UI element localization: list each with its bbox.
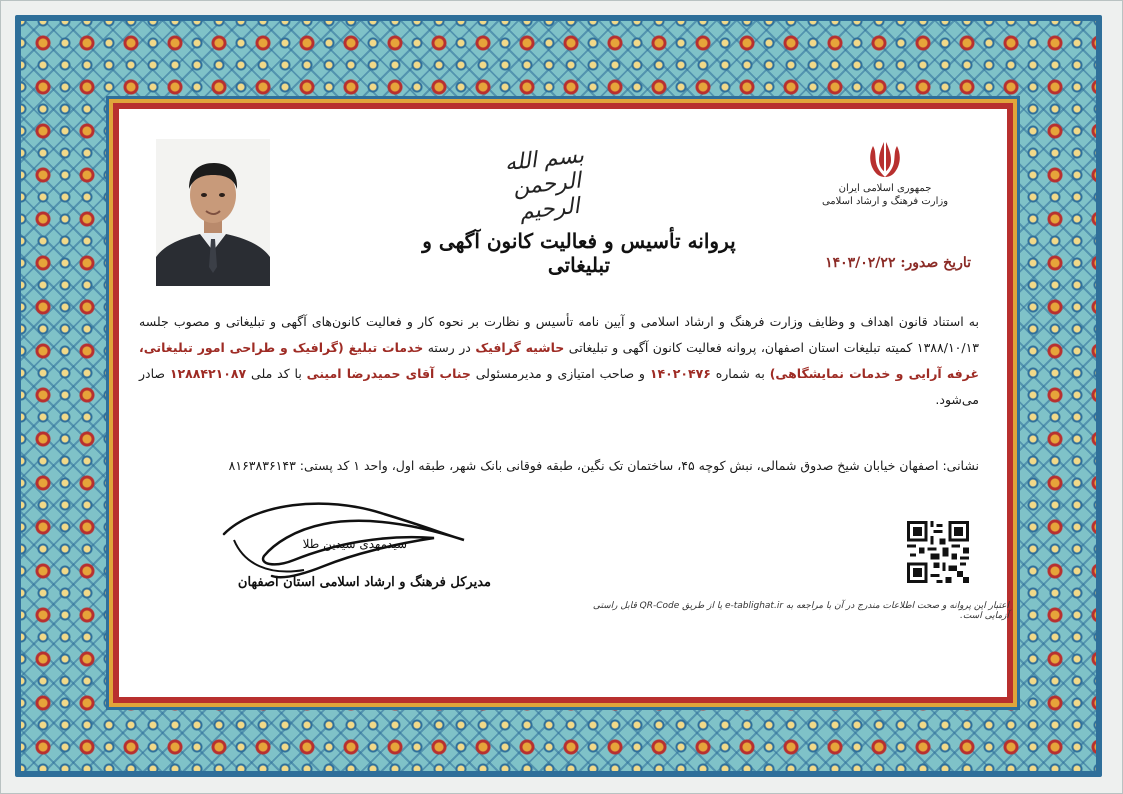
address-block	[139, 453, 979, 479]
signer-role: مدیرکل فرهنگ و ارشاد اسلامی استان اصفهان	[237, 575, 491, 590]
national-code: ۱۲۸۸۴۲۱۰۸۷	[169, 366, 247, 381]
org-line-1: جمهوری اسلامی ایران	[838, 183, 932, 194]
body-text-6: صادر می‌شود.	[139, 366, 979, 407]
body-text-4: و صاحب امتیازی و مدیرمسئولی	[475, 366, 645, 381]
verification-note: اعتبار این پروانه و صحت اطلاعات مندرج در آن با مراجعه به e-tablighat.ir یا از طریق QR-Code قابل راستی آزمایی است.	[592, 601, 1009, 621]
issue-date	[771, 255, 971, 271]
issue-date-value: ۱۴۰۳/۰۲/۲۲	[825, 255, 896, 271]
license-number: ۱۴۰۲۰۴۷۶	[649, 366, 711, 381]
person-photo-icon	[156, 139, 270, 286]
postal-code: ۸۱۶۳۸۳۶۱۴۳	[228, 458, 296, 473]
certificate-paper	[119, 109, 1007, 697]
iran-emblem-icon	[865, 136, 905, 180]
owner-name: جناب آقای حمیدرضا امینی	[306, 366, 471, 381]
certificate-body	[139, 309, 979, 413]
qr-code-icon[interactable]	[907, 521, 969, 583]
signer-name: سیدمهدی سیدین طلا	[302, 537, 407, 551]
ministry-emblem	[820, 136, 950, 207]
agency-name: حاشیه گرافیک	[475, 340, 565, 355]
org-line-2: وزارت فرهنگ و ارشاد اسلامی	[821, 196, 949, 207]
body-text-5: با کد ملی	[251, 366, 302, 381]
body-text-3: به شماره	[715, 366, 765, 381]
basmala-calligraphy: بسم الله الرحمن الرحیم	[503, 143, 586, 225]
license-category: خدمات تبلیغ (گرافیک و طراحی امور تبلیغاتی، غرفه آرایی و خدمات نمایشگاهی)	[139, 340, 979, 381]
issue-date-label: تاریخ صدور:	[900, 255, 971, 271]
body-text-2: در رسته	[427, 340, 471, 355]
certificate-title: پروانه تأسیس و فعالیت کانون آگهی و تبلیغاتی	[422, 229, 736, 277]
address-text: نشانی: اصفهان خیابان شیخ صدوق شمالی، نبش کوچه ۴۵، ساختمان تک نگین، طبقه فوقانی بانک شهر، طبقه اول، واحد ۱ کد پستی:	[299, 458, 979, 473]
owner-photo	[156, 139, 270, 286]
body-text-1: به استناد قانون اهداف و وظایف وزارت فرهنگ و ارشاد اسلامی و آیین نامه تأسیس و نظارت بر نحوه کار و فعالیت کانون‌های آگهی و تبلیغاتی و مصوب جلسه ۱۳۸۸/۱۰/۱۳ کمیته تبلیغات استان اصفهان، پروانه فعالیت کانون آگهی و تبلیغاتی	[139, 314, 980, 355]
